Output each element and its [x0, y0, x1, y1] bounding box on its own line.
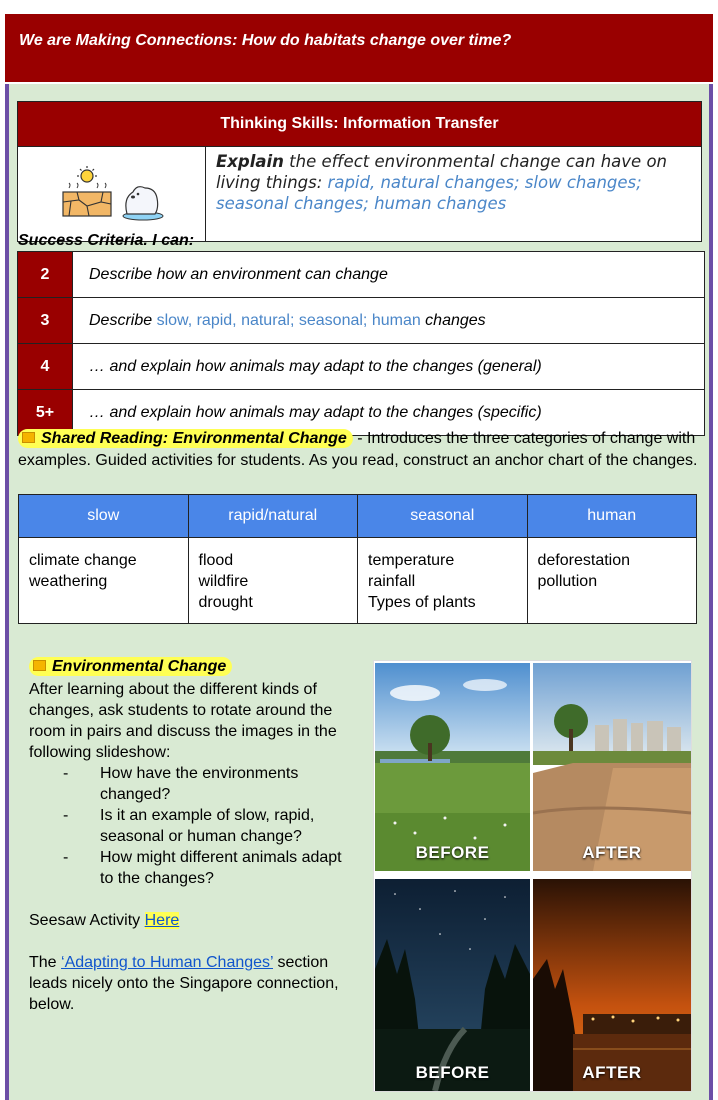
- category-item: wildfire: [198, 573, 249, 590]
- category-cell: [358, 538, 528, 624]
- criteria-text-end: changes: [420, 311, 486, 329]
- category-cell: [19, 538, 189, 624]
- photo-night-before: [375, 879, 530, 1091]
- explain-examples: rapid, natural changes; slow changes; seasonal changes; human changes: [216, 173, 642, 213]
- before-after-photos: [373, 660, 692, 1092]
- success-criteria-table: [17, 251, 705, 436]
- list-item: - How might different animals adapt to the changes?: [29, 847, 359, 889]
- document-icon: [33, 660, 46, 671]
- sun-cracked-ground-icon: [57, 164, 167, 224]
- category-item: weathering: [29, 573, 108, 590]
- environmental-change-section: [29, 656, 359, 1015]
- category-cell: [527, 538, 697, 624]
- list-item: - How have the environments changed?: [29, 763, 359, 805]
- thinking-skills-table: [17, 101, 702, 242]
- shared-reading-paragraph: [18, 428, 698, 472]
- criteria-row: [18, 344, 705, 390]
- adapting-suffix: section leads nicely onto the Singapore connection, below.: [29, 954, 339, 1013]
- banner-title: We are Making Connections: How do habitats change over time?: [19, 32, 512, 49]
- adapting-link[interactable]: ‘Adapting to Human Changes’: [61, 954, 273, 971]
- seesaw-link[interactable]: Here: [144, 912, 180, 929]
- thinking-skills-header: Thinking Skills: Information Transfer: [18, 102, 702, 147]
- criteria-row: [18, 298, 705, 344]
- seesaw-line: [29, 910, 359, 931]
- shared-reading-chip[interactable]: [18, 429, 353, 448]
- criteria-row: [18, 252, 705, 298]
- category-item: Types of plants: [368, 594, 476, 611]
- document-icon: [22, 432, 35, 443]
- criteria-highlight-terms: slow, rapid, natural; seasonal; human: [156, 311, 421, 329]
- category-cell: [188, 538, 358, 624]
- category-header: human: [527, 495, 697, 538]
- list-item: - Is it an example of slow, rapid, seasonal or human change?: [29, 805, 359, 847]
- explain-body: the effect environmental change can have on living things:: [216, 152, 668, 192]
- criteria-text: … and explain how animals may adapt to the changes (specific): [73, 390, 705, 436]
- criteria-text: [73, 298, 705, 344]
- criteria-text: Describe how an environment can change: [73, 252, 705, 298]
- criteria-level: 3: [18, 298, 73, 344]
- category-header: rapid/natural: [188, 495, 358, 538]
- explain-text-cell: [206, 147, 702, 242]
- category-item: flood: [198, 552, 234, 569]
- criteria-level: 2: [18, 252, 73, 298]
- photo-night-after: [533, 879, 691, 1091]
- shared-reading-text: - Introduces the three categories of change with examples. Guided activities for students. As you read, construct an anchor chart of the changes.: [18, 430, 698, 469]
- environmental-change-chip[interactable]: [29, 657, 232, 676]
- category-item: temperature: [368, 552, 455, 569]
- category-item: deforestation: [537, 552, 631, 569]
- category-item: rainfall: [368, 573, 416, 590]
- criteria-level: 4: [18, 344, 73, 390]
- category-item: climate change: [29, 552, 137, 569]
- adapting-prefix: The: [29, 954, 62, 971]
- explain-keyword: Explain: [216, 152, 284, 171]
- page-banner: [5, 14, 713, 82]
- change-categories-table: [18, 494, 697, 624]
- criteria-text-start: Describe: [89, 311, 157, 329]
- photo-meadow-before: [375, 663, 530, 871]
- category-header: seasonal: [358, 495, 528, 538]
- criteria-text: … and explain how animals may adapt to the changes (general): [73, 344, 705, 390]
- photo-label: AFTER: [582, 1063, 642, 1082]
- skills-icon-cell: [18, 147, 206, 242]
- environmental-change-intro: After learning about the different kinds of changes, ask students to rotate around the room in pairs and discuss the images in the following slideshow:: [29, 681, 337, 761]
- category-item: pollution: [537, 573, 598, 590]
- discussion-questions: [29, 763, 359, 889]
- category-header: slow: [19, 495, 189, 538]
- criteria-level: 5+: [18, 390, 73, 436]
- shared-reading-chip-label: Shared Reading: Environmental Change: [41, 430, 347, 447]
- photo-label: BEFORE: [415, 843, 490, 862]
- photo-label: BEFORE: [415, 1063, 490, 1082]
- seesaw-label: Seesaw Activity: [29, 912, 145, 929]
- adapting-paragraph: [29, 952, 359, 1015]
- photo-label: AFTER: [582, 843, 642, 862]
- success-criteria-title: Success Criteria. I can:: [18, 232, 195, 249]
- photo-meadow-after: [533, 663, 691, 871]
- category-item: drought: [198, 594, 253, 611]
- environmental-change-chip-label: Environmental Change: [52, 658, 227, 675]
